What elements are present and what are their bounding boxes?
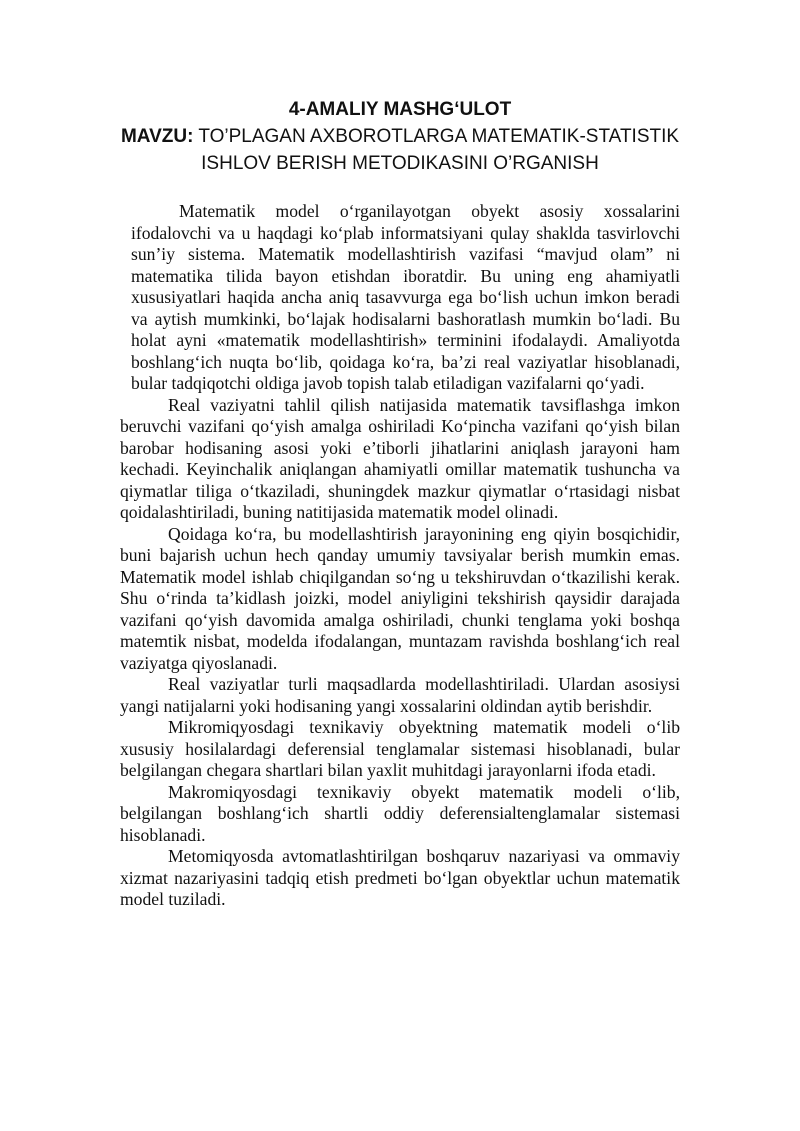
paragraph-2: Real vaziyatni tahlil qilish natijasida matematik tavsiflashga imkon beruvchi vazifani qo‘yish amalga oshiriladi Ko‘pincha vazifani qo‘yish bilan barobar hodisaning asosi yoki e’tiborli jihatlarini aniqlash jarayoni ham kechadi. Keyinchalik aniqlangan ahamiyatli omillar matematik tushuncha va qiymatlar tiliga o‘tkaziladi, shuningdek mazkur qiymatlar o‘rtasidagi nisbat qoidalashtiriladi, buning natitijasida matematik model olinadi. xyxy=(120,394,680,522)
paragraph-7: Metomiqyosda avtomatlashtirilgan boshqaruv nazariyasi va ommaviy xizmat nazariyasini tadqiq etish predmeti bo‘lgan obyektlar uchun matematik model tuziladi. xyxy=(120,846,680,909)
paragraph-6: Makromiqyosdagi texnikaviy obyekt matematik modeli o‘lib, belgilangan boshlang‘ich shartli oddiy deferensialtenglamalar sistemasi hisoblanadi. xyxy=(120,781,680,845)
paragraph-1: Matematik model o‘rganilayotgan obyekt asosiy xossalarini ifodalovchi va u haqdagi ko‘plab informatsiyani qulay shaklda tasvirlovchi sun’iy sistema. Matematik modellashtirish vazifasi “mavjud olam” ni matematika tilida bayon etishdan iboratdir. Bu uning eng ahamiyatli xususiyatlari haqida ancha aniq tasavvurga ega bo‘lish uchun imkon beradi va aytish mumkinki, bo‘lajak hodisalarni bashoratlash mumkin bo‘ladi. Bu holat ayni «matematik modellashtirish» terminini ifodalaydi. Amaliyotda boshlang‘ich nuqta bo‘lib, qoidaga ko‘ra, ba’zi real vaziyatlar hisoblanadi, bular tadqiqotchi oldiga javob topish talab etiladigan vazifalarni qo‘yadi. xyxy=(131,201,680,393)
title-block xyxy=(120,96,680,177)
paragraph-5: Mikromiqyosdagi texnikaviy obyektning matematik modeli o‘lib xususiy hosilalardagi deferensial tenglamalar sistemasi hisoblanadi, bular belgilangan chegara shartlari bilan yaxlit muhitdagi jarayonlarni ifoda etadi. xyxy=(120,717,680,780)
paragraph-3: Qoidaga ko‘ra, bu modellashtirish jarayonining eng qiyin bosqichidir, buni bajarish uchun hech qanday umumiy tavsiyalar berish mumkin emas. Matematik model ishlab chiqilgandan so‘ng u tekshiruvdan o‘tkazilishi kerak. Shu o‘rinda ta’kidlash joizki, model aniyligini tekshirish qaysidir darajada vazifani qo‘yish davomida amalga oshiriladi, chunki tenglama yoki boshqa matemtik nisbat, modelda ifodalangan, muntazam ravishda boshlang‘ich real vaziyatga qiyoslanadi. xyxy=(120,523,680,673)
topic-text: TO’PLAGAN AXBOROTLARGA MATEMATIK-STATISTIK ISHLOV BERISH METODIKASINI O’RGANISH xyxy=(198,126,680,174)
document-heading: 4-AMALIY MASHG‘ULOT xyxy=(288,99,512,120)
topic-label: MAVZU: xyxy=(120,126,194,147)
paragraph-4: Real vaziyatlar turli maqsadlarda modellashtiriladi. Ulardan asosiysi yangi natijalarni yoki hodisaning yangi xossalarini oldindan aytib berishdir. xyxy=(120,674,680,716)
body-text xyxy=(120,201,680,911)
topic-line xyxy=(120,123,680,177)
